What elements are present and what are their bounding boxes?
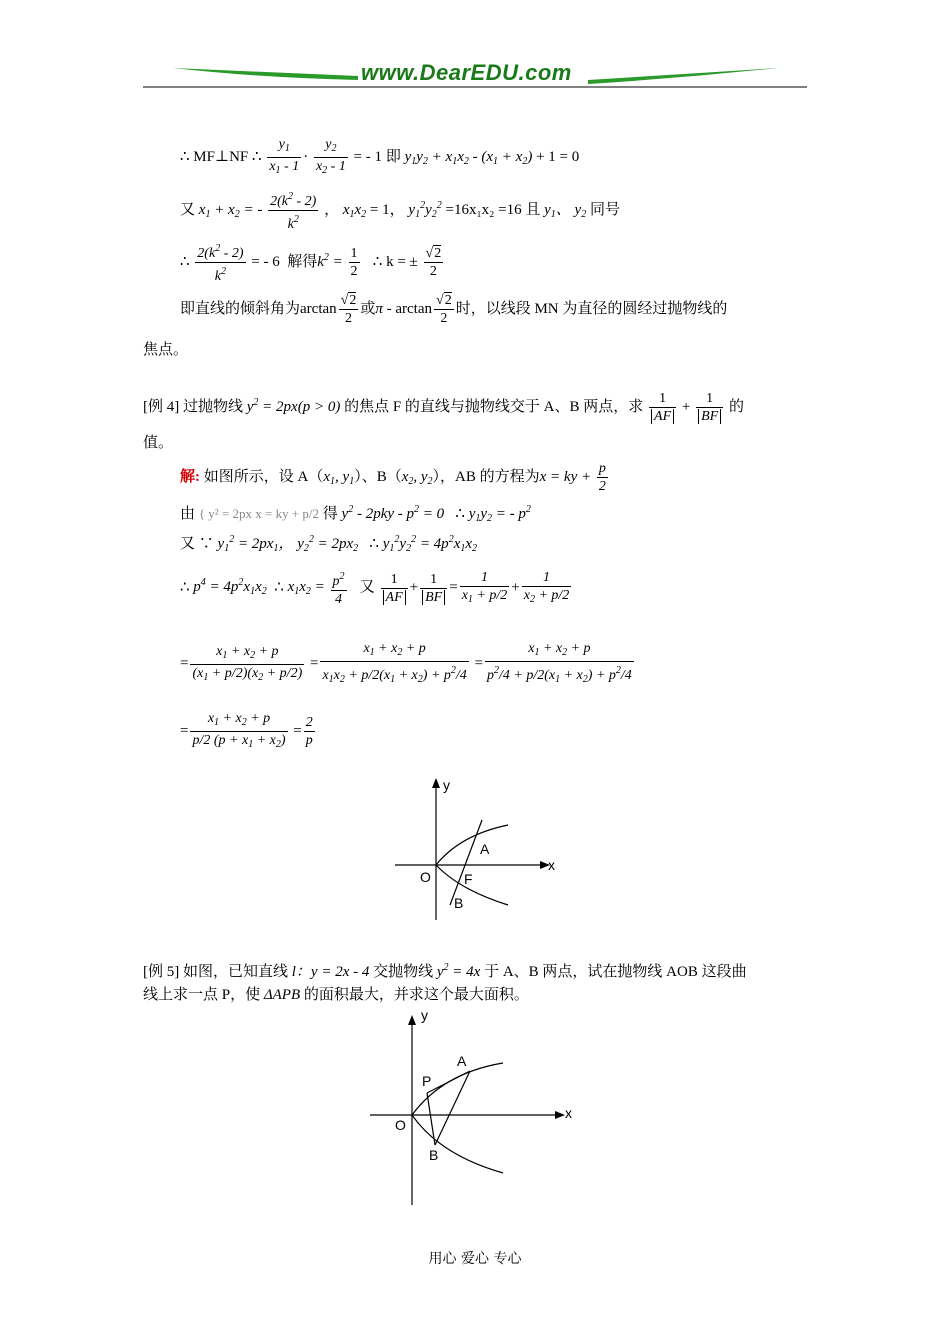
solution-line-4: ∴ $p^4 = 4p^2x_1x_2$ ∴ $x_1x_2$ = $\frac{p^2}{4}$ 又 $\frac{1}{AF}$ + $\frac{1}{BF}$ = $\frac{1}{x_1 + p/2}$ + $\frac{1}{x_2 + p/2}$ — [180, 569, 570, 607]
ex5-b: 交抛物线 — [373, 964, 434, 980]
l-you: 由 — [180, 506, 196, 522]
frac-p2-4: $\frac{p^2}{4}$ — [331, 568, 347, 608]
frac-p2: $\frac{p}{2}$ — [598, 461, 606, 494]
sol-b: ）、B（ — [354, 468, 402, 485]
l-you2: 又 — [359, 579, 375, 596]
fig2-p-label: P — [422, 1073, 432, 1089]
l3-eq: = - 6 — [251, 253, 280, 270]
fig2-b-label: B — [429, 1147, 439, 1163]
system-brace: { y² = 2px x = ky + p/2 — [198, 506, 320, 521]
fig1-x-label: x — [548, 857, 555, 873]
solution-line-5: = $\frac{x_1 + x_2 + p}{(x_1 + p/2)(x_2 + p/2)}$ = $\frac{x_1 + x_2 + p}{x_1x_2 + p/2(x_1 + x_2) + p^2/4}$ = $\frac{x_1 + x_2 + p}{p^2/4 + p/2(x_1 + x_2) + p^2/4}$ — [180, 640, 636, 688]
frac-s2: $\frac{x_1 + x_2 + p}{x_1x_2 + p/2(x_1 + x_2) + p^2/4}$ — [322, 641, 467, 685]
line-3: ∴ $\frac{2(k^2 - 2)}{k^2}$ = - 6 解得$k^2$ = $\frac{1}{2}$ ∴ k = ± $\frac{√2}{2}$ — [180, 240, 445, 285]
frac-sqrt2-b: $\frac{√2}{2}$ — [340, 293, 357, 326]
frac-sqrt2: $\frac{√2}{2}$ — [425, 246, 442, 279]
solution-line-3: 又 ∵ $y_1^2 = 2px_1$， $y_2^2 = 2px_2$ ∴ $y_1^2y_2^2 = 4p^2x_1x_2$ — [180, 534, 478, 554]
ex4-c: 的 — [728, 398, 744, 415]
p1-text: 即直线的倾斜角为 — [180, 300, 301, 317]
footer-text: 用心 爱心 专心 — [428, 1251, 522, 1267]
line-1: ∴ MF⊥NF ∴ $\frac{y_1}{x_1 - 1}$ · $\frac{y_2}{x_2 - 1}$ = - 1 即 $y_1y_2 + x_1x_2 - (x_1 + x_2) + 1 = 0$ — [180, 136, 579, 179]
para-1: 即直线的倾斜角为arctan $\frac{√2}{2}$ 或π - arctan $\frac{√2}{2}$ 时，以线段 MN 为直径的圆经过抛物线的 — [180, 293, 728, 326]
frac-y1: $\frac{y_1}{x_1 - 1}$ — [269, 137, 300, 176]
ex5-e: 的面积最大，并求这个最大面积。 — [303, 987, 529, 1003]
l2-x1x2: = 1， — [369, 201, 405, 218]
frac-s1: $\frac{x_1 + x_2 + p}{(x_1 + p/2)(x_2 + p/2)}$ — [192, 643, 303, 683]
frac-s3: $\frac{x_1 + x_2 + p}{p^2/4 + p/2(x_1 + x_2) + p^2/4}$ — [487, 641, 632, 685]
l3-cn: 解得 — [287, 253, 318, 270]
figure-1 — [390, 775, 560, 925]
ex4-a: [例 4] 过抛物线 — [143, 398, 243, 415]
line-2: 又 $x_1 + x_2$ = - $\frac{2(k^2 - 2)}{k^2}$ ， $x_1x_2 = 1$， $y_1^2y_2^2 =16x_1x_2 =16$ 且 $y_1$、 $y_2$ 同号 — [180, 188, 620, 233]
p1b: 或 — [360, 300, 376, 317]
l1-eq: = - 1 — [353, 148, 383, 165]
p1c: 时，以线段 MN 为直径的圆经过抛物线的 — [455, 300, 728, 317]
fig1-o-label: O — [420, 869, 431, 885]
ex5-c: 于 A、B 两点，试在抛物线 AOB 这段曲 — [484, 964, 747, 980]
frac-k2: $\frac{2(k^2 - 2)}{k^2}$ — [195, 240, 245, 285]
para-1-cont: 焦点。 — [143, 342, 189, 358]
frac-af: $\frac{1}{AF}$ — [649, 390, 676, 425]
frac-x1: $\frac{1}{x_1 + p/2}$ — [461, 569, 508, 605]
l2-prefix: 又 — [180, 201, 196, 218]
example-4-cont: 值。 — [143, 435, 174, 451]
example-4: [例 4] 过抛物线 $y^2 = 2px(p > 0)$ 的焦点 F 的直线与抛物线交于 A、B 两点，求 $\frac{1}{AF}$ + $\frac{1}{BF}$ 的 — [143, 391, 744, 424]
l2-mid: ， — [324, 201, 340, 218]
l3-k: ∴ k = ± — [372, 253, 418, 270]
figure-2 — [365, 1005, 585, 1210]
ex4-b: 的焦点 F 的直线与抛物线交于 A、B 两点，求 — [344, 398, 644, 415]
figure-2-svg — [365, 1005, 585, 1210]
fig2-x-label: x — [565, 1105, 572, 1121]
fig1-b-label: B — [454, 895, 464, 911]
figure-1-svg — [390, 775, 560, 925]
frac-af2: $\frac{1}{AF}$ — [381, 571, 408, 606]
l-yin: 又 ∵ — [180, 536, 214, 552]
frac-y2: $\frac{y_2}{x_2 - 1}$ — [315, 137, 346, 176]
fig1-f-label: F — [464, 871, 473, 887]
fig1-a-label: A — [480, 841, 490, 857]
fig2-o-label: O — [395, 1117, 406, 1133]
frac-k: $\frac{2(k^2 - 2)}{k^2}$ — [268, 188, 318, 233]
l1-tail: + 1 = 0 — [536, 148, 580, 165]
ex5-a: [例 5] 如图，已知直线 — [143, 964, 288, 980]
frac-bf: $\frac{1}{BF}$ — [696, 390, 723, 425]
header-banner — [143, 62, 807, 92]
fig1-y-label: y — [443, 777, 450, 793]
l-de: 得 — [322, 506, 338, 522]
l1-cn: 即 — [385, 148, 401, 165]
example-5-cont: 线上求一点 P，使 ΔAPB 的面积最大，并求这个最大面积。 — [143, 987, 529, 1003]
ex5-d: 线上求一点 P，使 — [143, 987, 261, 1003]
solution-line-1: 解: 如图所示，设 $A(x_1$, $y_1$）、$B(x_2$, $y_2$），AB 的方程为x = ky + $\frac{p}{2}$ — [180, 461, 606, 494]
solution-line-2: 由 { y² = 2px x = ky + p/2 得 $y^2 - 2pky - p^2 = 0$ ∴ $y_1y_2$ = - $p^2$ — [180, 504, 531, 524]
l1-prefix: ∴ MF⊥NF ∴ — [180, 148, 262, 165]
fig2-a-label: A — [457, 1053, 467, 1069]
frac-s4: $\frac{x_1 + x_2 + p}{p/2 (p + x_1 + x_2)}$ — [192, 711, 286, 750]
fig2-y-label: y — [421, 1007, 428, 1023]
solution-line-6: = $\frac{x_1 + x_2 + p}{p/2 (p + x_1 + x_2)}$ = $\frac{2}{p}$ — [180, 710, 317, 753]
sol-a: 如图所示，设 A（ — [203, 468, 324, 485]
frac-s5: $\frac{2}{p}$ — [305, 715, 313, 748]
frac-x2: $\frac{1}{x_2 + p/2}$ — [523, 569, 570, 605]
solution-label: 解: — [180, 468, 200, 485]
l-gu: ∴ — [180, 579, 190, 596]
frac-sqrt2-c: $\frac{√2}{2}$ — [436, 293, 452, 326]
frac-half: $\frac{1}{2}$ — [350, 246, 358, 279]
l2-tail: =16x₁x₂ =16 且 — [445, 201, 541, 218]
header-logo: www.DearEDU.com — [361, 60, 572, 85]
example-5: [例 5] 如图，已知直线 l：y = 2x - 4 交抛物线 $y^2 = 4x$ 于 A、B 两点，试在抛物线 AOB 这段曲 — [143, 962, 747, 980]
l3-prefix: ∴ — [180, 253, 190, 270]
frac-bf2: $\frac{1}{BF}$ — [420, 571, 447, 606]
sol-c: ），AB 的方程为 — [432, 468, 540, 485]
l2-tail2: 同号 — [589, 201, 620, 218]
